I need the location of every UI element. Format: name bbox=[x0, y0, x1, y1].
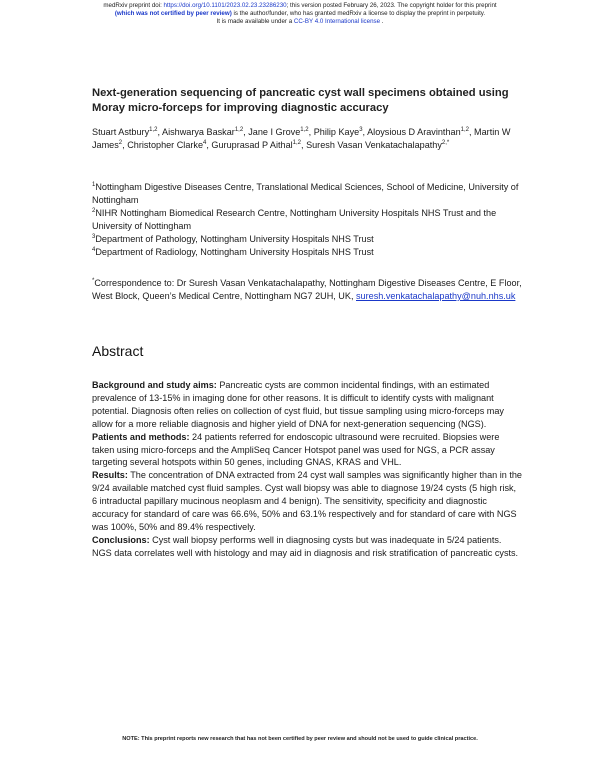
author-affiliation-marker: 3 bbox=[359, 127, 363, 133]
affiliation-number: 3 bbox=[92, 233, 96, 240]
author-affiliation-marker: 1,2 bbox=[149, 127, 158, 133]
author-separator: , bbox=[122, 139, 128, 150]
affiliation-text: NIHR Nottingham Biomedical Research Centre, Nottingham University Hospitals NHS Trust and the University of Nottingham bbox=[92, 207, 497, 231]
affiliation-text: Nottingham Digestive Diseases Centre, Translational Medical Sciences, School of Medicine, University of Nottingham bbox=[92, 182, 519, 205]
author-name: Guruprasad P Aithal bbox=[211, 139, 293, 150]
header-line-2 bbox=[0, 10, 600, 18]
author-separator: , bbox=[206, 139, 212, 150]
abstract-section-label: Patients and methods: bbox=[92, 431, 190, 442]
preprint-header bbox=[0, 2, 600, 26]
affiliation-item bbox=[92, 181, 522, 207]
license-statement: is the author/funder, who has granted medRxiv a license to display the preprint in perpetuity. bbox=[231, 10, 486, 17]
author-name: Stuart Astbury bbox=[92, 127, 150, 137]
affiliation-list bbox=[92, 181, 522, 258]
author-affiliation-marker: 1,2 bbox=[300, 127, 309, 133]
author-affiliation-marker: 1,2 bbox=[292, 139, 301, 146]
doi-link[interactable]: https://doi.org/10.1101/2023.02.23.23286230 bbox=[163, 2, 287, 9]
header-posted-text: ; this version posted February 26, 2023. The copyright holder for this preprint bbox=[286, 2, 497, 9]
author-name: Philip Kaye bbox=[313, 127, 360, 137]
affiliation-item bbox=[92, 233, 522, 246]
author-name: Jane I Grove bbox=[248, 127, 301, 137]
correspondence-marker: * bbox=[92, 278, 95, 284]
affiliation-number: 2 bbox=[92, 207, 96, 214]
affiliation-number: 4 bbox=[92, 246, 96, 253]
license-link[interactable]: CC-BY 4.0 International license bbox=[293, 18, 381, 25]
preprint-footer-note: NOTE: This preprint reports new research that has not been certified by peer review and should not be used to guide clinical practice. bbox=[122, 736, 478, 742]
license-suffix: . bbox=[380, 18, 384, 25]
peer-review-notice: (which was not certified by peer review) bbox=[114, 10, 232, 17]
license-prefix: It is made available under a bbox=[216, 18, 294, 25]
header-line-3 bbox=[0, 18, 600, 26]
affiliation-item bbox=[92, 246, 522, 259]
header-doi-prefix: medRxiv preprint doi: bbox=[103, 2, 164, 9]
affiliation-text: Department of Pathology, Nottingham University Hospitals NHS Trust bbox=[95, 233, 374, 244]
abstract-section bbox=[92, 469, 522, 534]
correspondence-text: Correspondence to: Dr Suresh Vasan Venkatachalapathy, Nottingham Digestive Diseases Centre, E Floor, West Block, Queen’s Medical Centre, Nottingham NG7 2UH, UK, bbox=[92, 278, 522, 301]
author-affiliation-marker: 2,* bbox=[441, 139, 450, 146]
author-separator: , bbox=[468, 127, 475, 137]
abstract-section-label: Background and study aims: bbox=[92, 380, 217, 390]
author-name: Martin W James bbox=[92, 127, 511, 150]
abstract-section-text: Pancreatic cysts are common incidental findings, with an estimated prevalence of 13-15% in imaging done for other reasons. It is difficult to identify cysts with malignant potential. Diagnosis often relies on collection of cyst fluid, but tissue sampling using micro-forceps may allow for a more reliable diagnosis and higher yield of DNA for next-generation sequencing (NGS). bbox=[92, 380, 504, 429]
author-affiliation-marker: 4 bbox=[203, 139, 207, 146]
abstract-section-text: 24 patients referred for endoscopic ultrasound were recruited. Biopsies were taken using micro-forceps and the AmpliSeq Cancer Hotspot panel was used for NGS, a PCR assay targeting several hotspots within 50 genes, including GNAS, KRAS and VHL. bbox=[92, 431, 500, 468]
author-name: Aloysious D Aravinthan bbox=[367, 127, 461, 137]
abstract-section-label: Conclusions: bbox=[92, 534, 150, 545]
author-separator: , bbox=[308, 127, 314, 137]
author-name: Aishwarya Baskar bbox=[162, 127, 235, 137]
abstract-body bbox=[92, 379, 522, 560]
author-affiliation-marker: 2 bbox=[118, 139, 123, 146]
correspondence-email-link[interactable]: suresh.venkatachalapathy@nuh.nhs.uk bbox=[356, 290, 516, 301]
abstract-section-text: The concentration of DNA extracted from 24 cyst wall samples was significantly higher than in the 9/24 available matched cyst fluid samples. Cyst wall biopsy was able to diagnose 19/24 cysts (5 high risk, 6 intraductal papillary mucinous neoplasm and 4 benign). The sensitivity, specificity and diagnostic accuracy for standard of care was 66.6%, 50% and 63.1% respectively and for standard of care with NGS was 100%, 50% and 89.4% respectively. bbox=[92, 470, 522, 532]
abstract-section-label: Results: bbox=[92, 470, 128, 481]
author-name: Christopher Clarke bbox=[127, 139, 204, 150]
author-separator: , bbox=[157, 127, 163, 137]
abstract-section bbox=[92, 379, 522, 431]
author-separator: , bbox=[362, 127, 368, 137]
paper-title: Next-generation sequencing of pancreatic cyst wall specimens obtained using Moray micro-forceps for improving diagnostic accuracy bbox=[92, 87, 509, 114]
header-line-1 bbox=[0, 2, 600, 10]
correspondence bbox=[92, 277, 522, 303]
affiliation-item bbox=[92, 207, 522, 233]
affiliation-text: Department of Radiology, Nottingham University Hospitals NHS Trust bbox=[95, 246, 374, 257]
affiliation-number: 1 bbox=[92, 182, 96, 188]
author-separator: , bbox=[243, 127, 249, 137]
abstract-section-text: Cyst wall biopsy performs well in diagnosing cysts but was inadequate in 5/24 patients. NGS data correlates well with histology and may aid in diagnosis and risk stratification of pancreatic cysts. bbox=[92, 534, 519, 558]
abstract-section bbox=[92, 534, 522, 560]
author-list bbox=[92, 126, 522, 152]
author-separator: , bbox=[301, 139, 307, 150]
author-affiliation-marker: 1,2 bbox=[460, 127, 469, 133]
abstract-heading: Abstract bbox=[92, 343, 144, 359]
author-name: Suresh Vasan Venkatachalapathy bbox=[306, 139, 442, 150]
author-affiliation-marker: 1,2 bbox=[234, 127, 244, 133]
abstract-section bbox=[92, 431, 522, 470]
